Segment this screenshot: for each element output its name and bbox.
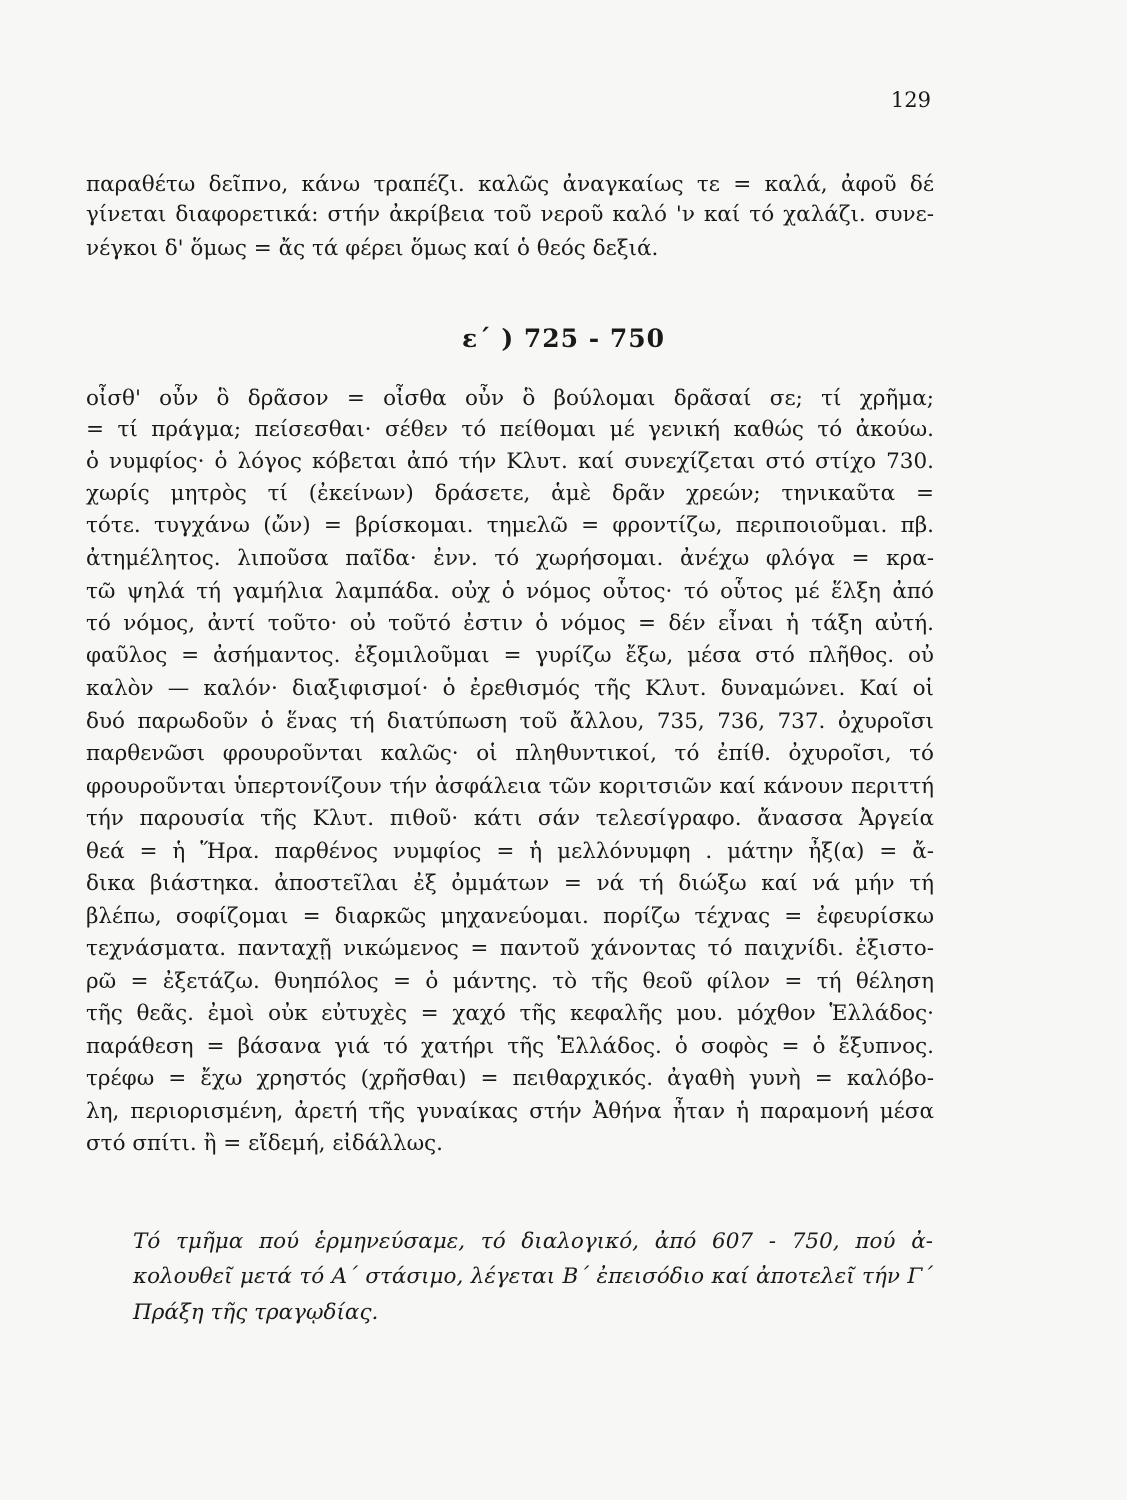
commentary-line: καλὸν — καλόν· διαξιφισμοί· ὁ ἐρεθισμός τῆς Κλυτ. δυναμώνει. Καί οἱ (86, 676, 934, 701)
commentary-line: = τί πράγμα; πείσεσθαι· σέθεν τό πείθομαι μέ γενική καθώς τό ἀκούω. (86, 417, 934, 442)
commentary-line: ὁ νυμφίος· ὁ λόγος κόβεται ἀπό τήν Κλυτ. καί συνεχίζεται στό στίχο 730. (86, 449, 934, 474)
intro-line: γίνεται διαφορετικά: στήν ἀκρίβεια τοῦ νεροῦ καλό 'ν καί τό χαλάζι. συνε- (86, 202, 934, 227)
closing-line: Τό τμῆμα πού ἑρμηνεύσαμε, τό διαλογικό, ἀπό 607 - 750, πού ἀ- (133, 1229, 933, 1254)
commentary-line: δικα βιάστηκα. ἀποστεῖλαι ἐξ ὀμμάτων = νά τή διώξω καί νά μήν τή (86, 871, 934, 896)
commentary-line: φαῦλος = ἀσήμαντος. ἐξομιλοῦμαι = γυρίζω ἔξω, μέσα στό πλῆθος. οὐ (86, 643, 934, 668)
commentary-line: στό σπίτι. ἢ = εἴδεμή, εἰδάλλως. (86, 1131, 444, 1156)
section-heading (0, 324, 1127, 353)
intro-line: νέγκοι δ' ὅμως = ἄς τά φέρει ὅμως καί ὁ θεός δεξιά. (86, 236, 659, 261)
closing-line: κολουθεῖ μετά τό Α΄ στάσιμο, λέγεται Β΄ ἐπεισόδιο καί ἀποτελεῖ τήν Γ΄ (133, 1264, 933, 1289)
commentary-line: ἀτημέλητος. λιποῦσα παῖδα· ἐνν. τό χωρήσομαι. ἀνέχω φλόγα = κρα- (86, 546, 934, 571)
commentary-line: παράθεση = βάσανα γιά τό χατήρι τῆς Ἑλλάδος. ὁ σοφὸς = ὁ ἔξυπνος. (86, 1034, 934, 1059)
commentary-line: τεχνάσματα. πανταχῇ νικώμενος = παντοῦ χάνοντας τό παιχνίδι. ἐξιστο- (86, 936, 934, 961)
commentary-line: λη, περιορισμένη, ἀρετή τῆς γυναίκας στήν Ἀθήνα ἦταν ἡ παραμονή μέσα (86, 1099, 934, 1124)
commentary-line: βλέπω, σοφίζομαι = διαρκῶς μηχανεύομαι. πορίζω τέχνας = ἐφευρίσκω (86, 904, 934, 929)
commentary-line: οἶσθ' οὖν ὃ δρᾶσον = οἶσθα οὖν ὃ βούλομαι δρᾶσαί σε; τί χρῆμα; (86, 386, 934, 411)
commentary-line: θεά = ἡ Ἥρα. παρθένος νυμφίος = ἡ μελλόνυμφη . μάτην ἦξ(α) = ἄ- (86, 839, 934, 864)
intro-line: παραθέτω δεῖπνο, κάνω τραπέζι. καλῶς ἀναγκαίως τε = καλά, ἀφοῦ δέ (86, 172, 934, 197)
commentary-line: τρέφω = ἔχω χρηστός (χρῆσθαι) = πειθαρχικός. ἀγαθὴ γυνὴ = καλόβο- (86, 1066, 934, 1091)
commentary-line: φρουροῦνται ὑπερτονίζουν τήν ἀσφάλεια τῶν κοριτσιῶν καί κάνουν περιττή (86, 774, 934, 799)
commentary-line: τῆς θεᾶς. ἐμοὶ οὐκ εὐτυχὲς = χαχό τῆς κεφαλῆς μου. μόχθον Ἑλλάδος· (86, 1001, 934, 1026)
section-heading-text: ε΄ ) 725 - 750 (461, 324, 666, 353)
commentary-line: τό νόμος, ἀντί τοῦτο· οὐ τοῦτό ἐστιν ὁ νόμος = δέν εἶναι ἡ τάξη αὐτή. (86, 611, 934, 636)
commentary-line: δυό παρωδοῦν ὁ ἕνας τή διατύπωση τοῦ ἄλλου, 735, 736, 737. ὀχυροῖσι (86, 709, 934, 734)
commentary-line: τήν παρουσία τῆς Κλυτ. πιθοῦ· κάτι σάν τελεσίγραφο. ἄνασσα Ἀργεία (86, 806, 934, 831)
page-number: 129 (890, 88, 931, 112)
commentary-line: ρῶ = ἐξετάζω. θυηπόλος = ὁ μάντης. τὸ τῆς θεοῦ φίλον = τή θέληση (86, 969, 934, 994)
commentary-line: χωρίς μητρὸς τί (ἐκείνων) δράσετε, ἁμὲ δρᾶν χρεών; τηνικαῦτα = (86, 481, 934, 506)
commentary-line: τότε. τυγχάνω (ὤν) = βρίσκομαι. τημελῶ = φροντίζω, περιποιοῦμαι. πβ. (86, 513, 934, 538)
closing-line: Πράξη τῆς τραγῳδίας. (133, 1300, 379, 1325)
commentary-line: παρθενῶσι φρουροῦνται καλῶς· οἱ πληθυντικοί, τό ἐπίθ. ὀχυροῖσι, τό (86, 741, 934, 766)
commentary-line: τῶ ψηλά τή γαμήλια λαμπάδα. οὐχ ὁ νόμος οὗτος· τό οὗτος μέ ἕλξη ἀπό (86, 579, 934, 604)
